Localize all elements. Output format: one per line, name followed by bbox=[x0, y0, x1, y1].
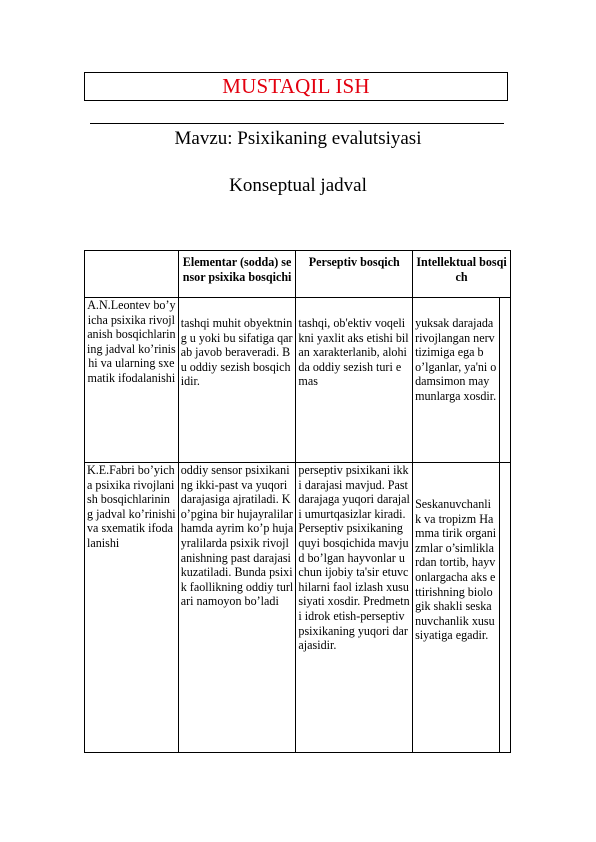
perseptiv-cell: tashqi, ob'ektiv voqelikni yaxlit aks etishi bilan xarakterlanib, alohida oddiy sezish turi emas bbox=[296, 298, 413, 463]
header-cell-perseptiv: Perseptiv bosqich bbox=[296, 251, 413, 298]
title-box bbox=[84, 72, 508, 101]
perseptiv-cell: perseptiv psixikani ikki darajasi mavjud. Past darajaga yuqori darajali umurtqasizlar kiradi. Perseptiv psixikaning quyi bosqichida mavjud bo’lgan hayvonlar uchun ijobiy ta'sir etuvchilarni faol izlash xususiyati xosdir. Predmetni idrok etish-perseptiv psixikaning yuqori darajasidir. bbox=[296, 463, 413, 753]
header-cell-empty bbox=[85, 251, 179, 298]
table-row bbox=[85, 298, 511, 463]
author-cell: K.E.Fabri bo’yicha psixika rivojlanish bosqichlarining jadval ko’rinishi va sxematik ifodalanishi bbox=[85, 463, 179, 753]
document-title: MUSTAQIL ISH bbox=[222, 74, 370, 98]
subject-heading: Mavzu: Psixikaning evalutsiyasi bbox=[174, 128, 422, 149]
extra-cell bbox=[499, 298, 511, 463]
concept-table bbox=[84, 250, 511, 753]
extra-cell bbox=[499, 463, 511, 753]
intellektual-cell: yuksak darajada rivojlangan nerv tizimiga ega bo’lganlar, ya'ni odamsimon maymunlarga xosdir. bbox=[413, 298, 499, 463]
table-header-row bbox=[85, 251, 511, 298]
intellektual-cell: Seskanuvchanlik va tropizm Hamma tirik organizmlar o’simliklardan tortib, hayvonlargacha aks ettirishning biologik shakli seskanuvchanlik xususiyatiga egadir. bbox=[413, 463, 499, 753]
table-heading: Konseptual jadval bbox=[229, 175, 367, 196]
table-row bbox=[85, 463, 511, 753]
header-cell-intellektual: Intellektual bosqich bbox=[413, 251, 511, 298]
divider bbox=[90, 123, 504, 124]
sensor-cell: tashqi muhit obyektning u yoki bu sifatiga qarab javob beraveradi. Bu oddiy sezish bosqichidir. bbox=[178, 298, 296, 463]
author-cell: A.N.Leontev bo’yicha psixika rivojlanish bosqichlarining jadval ko’rinishi va ularning sxematik ifodalanishi bbox=[85, 298, 179, 463]
sensor-cell: oddiy sensor psixikaning ikki-past va yuqori darajasiga ajratiladi. Ko’pgina bir hujayralilar hamda ayrim ko’p hujayralilarda psixik rivojlanishning past darajasi kuzatiladi. Bunda psixik faollikning oddiy turlari namoyon bo’ladi bbox=[178, 463, 296, 753]
header-cell-sensor: Elementar (sodda) sensor psixika bosqichi bbox=[178, 251, 296, 298]
